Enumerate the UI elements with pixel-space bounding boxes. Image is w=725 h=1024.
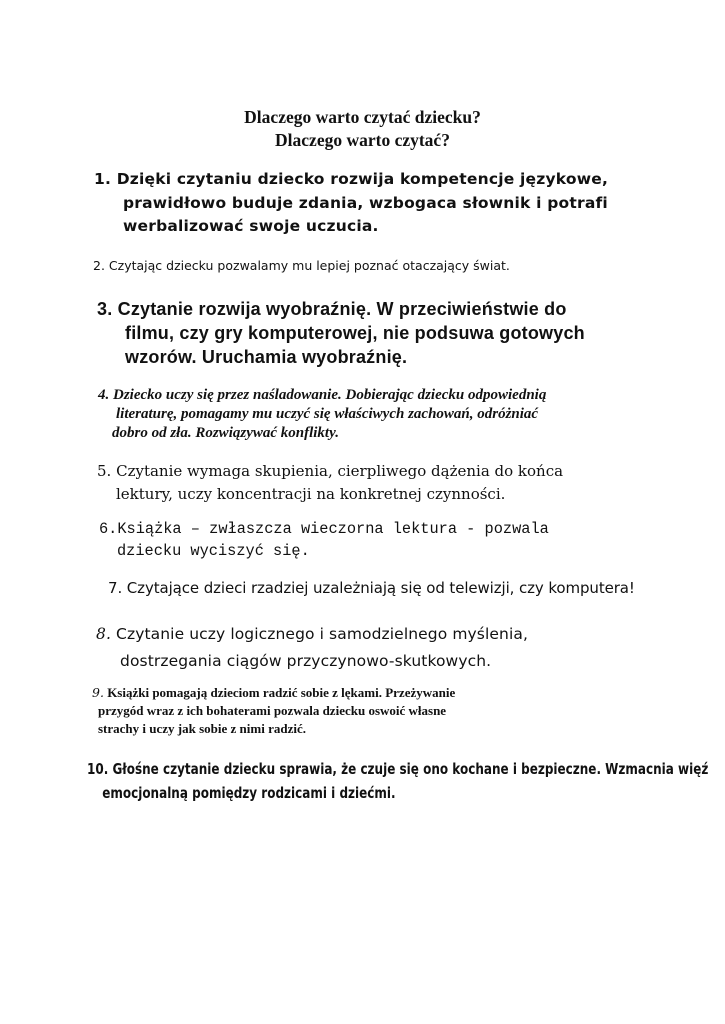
- list-item-9-line-1: 9. Książki pomagają dzieciom radzić sobie z lękami. Przeżywanie: [92, 685, 456, 700]
- list-item-8-line-1: 8. Czytanie uczy logicznego i samodzielnego myślenia,: [96, 625, 528, 643]
- list-item-7-line-1: 7. Czytające dzieci rzadziej uzależniają się od telewizji, czy komputera!: [108, 579, 635, 597]
- list-item-2: [93, 258, 510, 274]
- list-item-1-line-3: werbalizować swoje uczucia.: [123, 217, 379, 235]
- list-item-9-number: 9.: [92, 685, 104, 700]
- list-item-10-line-1: 10. Głośne czytanie dziecku sprawia, że czuje się ono kochane i bezpieczne. Wzmacnia więź: [87, 760, 709, 778]
- list-item-6-number: 6.: [99, 520, 118, 538]
- list-item-5: [97, 460, 563, 506]
- list-item-4: [98, 386, 546, 443]
- list-item-10: [87, 757, 708, 805]
- list-item-6-line-2: dziecku wyciszyć się.: [117, 542, 310, 560]
- list-item-3-line-2: filmu, czy gry komputerowej, nie podsuwa gotowych: [125, 323, 585, 343]
- list-item-1-line-2: prawidłowo buduje zdania, wzbogaca słownik i potrafi: [123, 193, 608, 212]
- list-item-3-number: 3.: [97, 299, 113, 319]
- document-subtitle: Dlaczego warto czytać?: [275, 130, 450, 150]
- list-item-1: [94, 168, 608, 239]
- list-item-7: [108, 577, 635, 599]
- list-item-4-line-3: dobro od zła. Rozwiązywać konflikty.: [112, 425, 339, 441]
- list-item-1-line-1: 1. Dzięki czytaniu dziecko rozwija kompetencje językowe,: [94, 170, 609, 188]
- list-item-7-number: 7.: [108, 579, 123, 597]
- list-item-3: [97, 297, 585, 369]
- list-item-8-number: 8.: [96, 625, 111, 643]
- list-item-3-line-3: wzorów. Uruchamia wyobraźnię.: [125, 347, 408, 367]
- list-item-9-line-2: przygód wraz z ich bohaterami pozwala dziecku oswoić własne: [98, 703, 447, 718]
- list-item-1-number: 1.: [94, 170, 112, 188]
- list-item-9-line-3: strachy i uczy jak sobie z nimi radzić.: [98, 721, 306, 736]
- list-item-5-line-1: 5. Czytanie wymaga skupienia, cierpliwego dążenia do końca: [97, 462, 564, 480]
- list-item-10-number: 10.: [87, 760, 109, 778]
- list-item-5-number: 5.: [97, 462, 112, 480]
- list-item-3-line-1: 3. Czytanie rozwija wyobraźnię. W przeciwieństwie do: [97, 299, 567, 319]
- list-item-6-line-1: 6.Książka – zwłaszcza wieczorna lektura - pozwala: [99, 520, 549, 538]
- list-item-8: [96, 621, 528, 675]
- list-item-2-number: 2.: [93, 258, 105, 273]
- list-item-2-line-1: 2. Czytając dziecku pozwalamy mu lepiej poznać otaczający świat.: [93, 258, 510, 273]
- list-item-8-line-2: dostrzegania ciągów przyczynowo-skutkowych.: [120, 652, 492, 670]
- document-title: Dlaczego warto czytać dziecku?: [244, 107, 481, 127]
- list-item-10-line-2: emocjonalną pomiędzy rodzicami i dziećmi.: [102, 784, 396, 802]
- list-item-4-line-2: literaturę, pomagamy mu uczyć się właściwych zachowań, odróżniać: [116, 406, 539, 422]
- list-item-4-number: 4.: [98, 387, 110, 403]
- list-item-9: [92, 684, 455, 738]
- list-item-5-line-2: lektury, uczy koncentracji na konkretnej czynności.: [116, 485, 506, 503]
- list-item-6: [99, 518, 549, 562]
- list-item-4-line-1: 4. Dziecko uczy się przez naśladowanie. Dobierając dziecku odpowiednią: [98, 387, 547, 403]
